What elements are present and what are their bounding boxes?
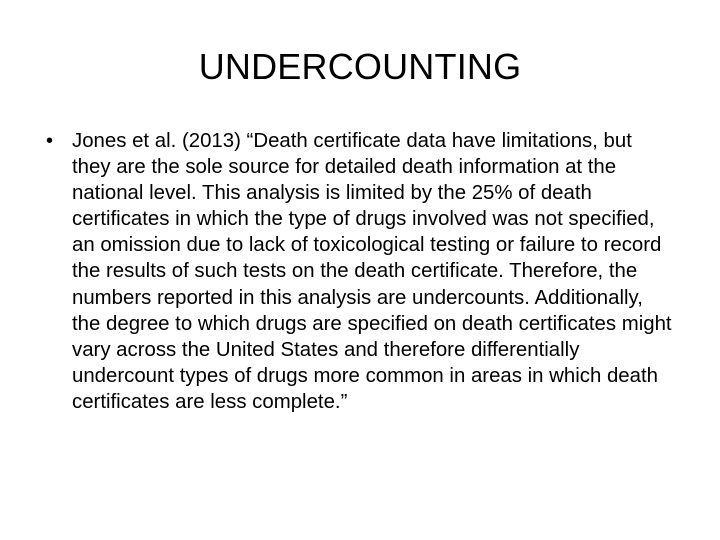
bullet-marker: •: [46, 130, 54, 152]
bullet-item: [46, 128, 676, 415]
slide-title: UNDERCOUNTING: [198, 46, 522, 87]
bullet-text: Jones et al. (2013) “Death certificate data have limitations, but they are the sole source for detailed death information at the national level. This analysis is limited by the 25% of death certificates in which the type of drugs involved was not specified, an omission due to lack of toxicological testing or failure to record the results of such tests on the death certificate. Therefore, the numbers reported in this analysis are undercounts. Additionally, the degree to which drugs are specified on death certificates might vary across the United States and therefore differentially undercount types of drugs more common in areas in which death certificates are less complete.”: [72, 130, 672, 413]
bullet-list: [46, 128, 676, 415]
